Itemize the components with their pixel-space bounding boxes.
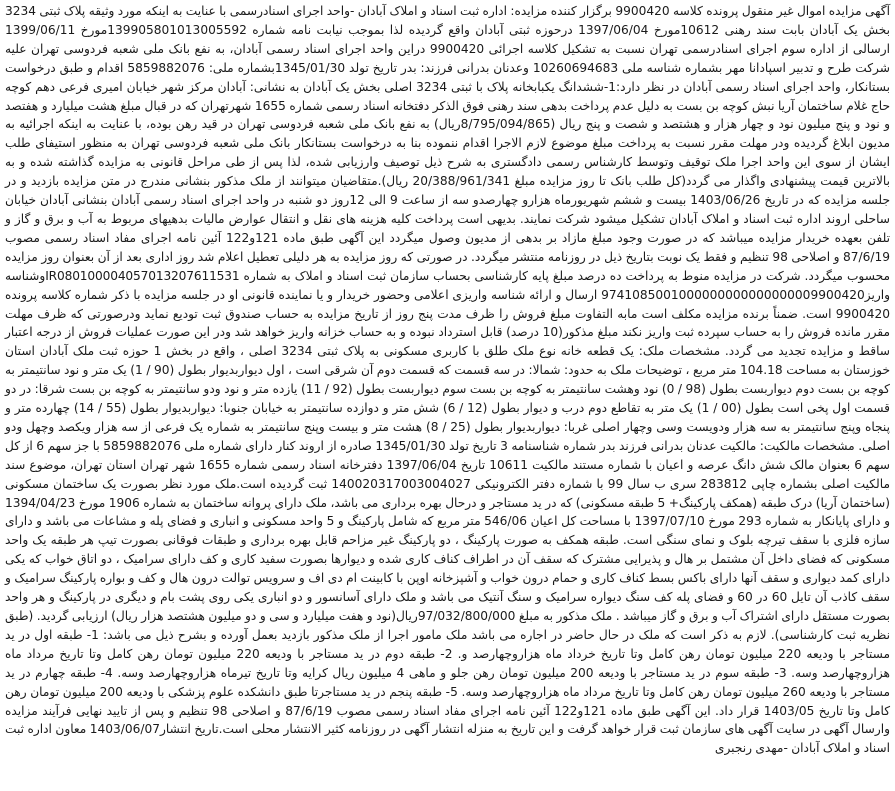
auction-notice-text: آگهی مزایده اموال غیر منقول پرونده کلاسه 9900420 برگزار کننده مزایده: اداره ثبت اسناد و املاک آبادان -واحد اجرای اسنادرسمی با عنایت به اینکه مورد وثیقه پلاک ثبتی 3234 بخش یک آبادان بابت سند رهنی 10612مورخ 1397/06/04 درحوزه ثبتی آبادان واقع گردیده لذا بموجب نیابت نامه شماره 139905801013005592مورخ 1399/06/11 ارسالی از اداره سوم اجرای اسنادرسمی تهران نسبت به تشکیل کلاسه اجرائی 9900420 دراین واحد اجرای اسناد رسمی آبادان، به نفع بانک ملی شعبه فردوسی تهران علیه شرکت طرح و تدبیر اسپادانا مهر بشماره شناسه ملی 10260694683 وعدنان بدرانی فرزند: بدر تاریخ تولد 1345/01/30بشماره ملی: 5859882076 اقدام و طبق درخواست بستانکار، واحد اجرای اسناد رسمی آبادان در نظر دارد:1-ششدانگ یکبابخانه پلاک با ثبتی 3234 اصلی بخش یک آبادان به نشانی: آبادان مرکز شهر خیابان امیری فرعی دهم کوچه حاج غلام ساختمان آریا نبش کوچه بن بست به دلیل عدم پرداخت بدهی سند رهنی فوق الذکر دفتخانه اسناد رسمی شماره 1655 شهرتهران که در قبال مبلغ هشت میلیارد و هفتصد و نود و پنج میلیون نود و چهار هزار و هشتصد و شصت و پنج ریال (8/795/094/865ریال) به نفع بانک ملی شعبه فردوسی تهران در قید رهن بوده، با عنایت به اینکه اجرائیه به مدیون ابلاغ گردیده ودر مهلت مقرر نسبت به پرداخت مبلغ موضوع لازم الاجرا اقدام ننموده بنا به درخواست بستانکار بانک ملی شعبه فردوسی تهران به منظور استیفای طلب ایشان از سوی این واحد اجرا ملک توقیف وتوسط کارشناس رسمی دادگستری به شرح ذیل توصیف وارزیابی شده، لذا پس از طی مراحل قانونی به مزایده گذاشته شده و به بالاترین قیمت پیشنهادی واگذار می گردد(کل طلب بانک تا روز مزایده مبلغ 20/388/961/341 ریال).متقاضیان میتوانند از ملک مذکور بنشانی مندرج در متن مزایده بازدید و در جلسه مزایده که در تاریخ 1403/06/26 بیست و ششم شهریورماه هزارو چهارصدو سه از ساعت 9 الی 12روز دو شنبه در واحد اجرای اسناد رسمی آبادان بنشانی آبادان خیابان ساحلی اروند اداره ثبت اسناد و املاک آبادان تشکیل میشود شرکت نمایند. بدیهی است پرداخت کلیه هزینه های نقل و انتقال عوارض مالیات بدهیهای مربوط به آب و برق و گاز و تلفن بعهده خریدار مزایده میباشد که در صورت وجود مبلغ مازاد بر بدهی از مدیون وصول میگردد این آگهی طبق ماده 121و122 آئین نامه اجرای مفاد اسناد رسمی مصوب 87/6/19 و اصلاحی 98 تنظیم و فقط یک نوبت بتاریخ ذیل در روزنامه منتشر میگردد. در صورتی که روز مزایده به هر دلیلی تعطیل اعلام شد روز اداری بعد از آن بعنوان روز مزایده محسوب میگردد. شرکت در مزایده منوط به پرداخت ده درصد مبلغ پایه کارشناسی بحساب سازمان ثبت اسناد و املاک به شماره IR080100004057013207611531وشناسه واریز9741085001000000000000000009900420 ارسال و ارائه شناسه واریزی اعلامی وحضور خریدار و یا نماینده قانونی او در جلسه مزایده با ذکر شماره کلاسه پرونده 9900420 است. ضمناً برنده مزایده مکلف است مابه التفاوت مبلغ فروش را ظرف مدت پنج روز از تاریخ مزایده به حساب صندوق ثبت تودیع نماید ودرصورتی که ظرف مهلت مقرر مانده فروش را به حساب سپرده ثبت واریز نکند مبلغ مذکور(10 درصد) قابل استرداد نبوده و به حساب خزانه واریز خواهد شد ودر این صورت عملیات فروش از درجه اعتبار ساقط و مزایده تجدید می گردد. مشخصات ملک: یک قطعه خانه نوع ملک طلق با کاربری مسکونی به پلاک ثبتی 3234 اصلی ، واقع در بخش 1 حوزه ثبت ملک آبادان استان خوزستان به مساحت 104.18 متر مربع ، توضیحات ملک به حدود: شمالا: در سه قسمت که قسمت دوم آن شرقی است ، اول دیواربدیوار بطول (90 / 1) یک متر و نود سانتیمتر به کوچه بن بست دوم دیواربست بطول (98 / 0) نود وهشت سانتیمتر به کوچه بن بست سوم دیواربست بطول (92 / 11) یازده متر و نود ودو سانتیمتر به کوچه بن بست شرقا: در دو قسمت اول پخی است بطول (00 / 1) یک متر به تقاطع دوم درب و دیوار بطول (12 / 6) شش متر و دوازده سانتیمتر به خیابان جنوبا: دیواربدیوار بطول (55 / 14) چهارده متر و پنجاه وپنج سانتیمتر به سه هزار ودویست وسی وچهار اصلی غربا: دیواربدیوار بطول (25 / 8) هشت متر و بیست وپنج سانتیمتر به شماره یک فرعی از سه هزار ویکصد وچهل ودو اصلی. مشخصات مالکیت: مالکیت عدنان بدرانی فرزند بدر شماره شناسنامه 3 تاریخ تولد 1345/01/30 صادره از اروند کنار دارای شماره ملی 5859882076 با جز سهم 6 از کل سهم 6 بعنوان مالک شش دانگ عرصه و اعیان با شماره مستند مالکیت 10611 تاریخ 1397/06/04 دفترخانه اسناد رسمی شماره 1655 شهر تهران استان تهران، موضوع سند مالکیت اصلی بشماره چاپی 283812 سری ب سال 99 با شماره دفتر الکترونیکی 140020317003004027 ثبت گردیده است.ملک مورد نظر بصورت یک ساختمان مسکونی (ساختمان آریا) درک طبقه (همکف پارکینگ+ 5 طبقه مسکونی) که در ید مستاجر و درحال بهره برداری می باشد، ملک دارای پروانه ساختمان به شماره 1906 مورخ 1394/04/23 و دارای پایانکار به شماره 293 مورخ 1397/07/10 با مساحت کل اعیان 546/06 متر مربع که شامل پارکینگ و 5 واحد مسکونی و انباری و فضای پله و مشاعات می باشد و دارای سازه فلزی با سقف تیرچه بلوک و نمای سنگی است. طبقه همکف به صورت پارکینگ ، دو پارکینگ غیر مزاحم قابل بهره برداری و طبقات فوقانی بصورت تیپ هر طبقه یک واحد مسکونی که فضای داخل آن مشتمل بر هال و پذیرایی مشترک که سقف آن در اطراف کناف کاری شده و دیوارها بصورت سفید کاری و کف دارای سرامیک ، دو اتاق خواب که یکی دارای کمد دیواری و سقف آنها دارای باکس بسط کناف کاری و حمام درون خواب و آشپزخانه اوپن با کابینت ام دی اف و سرویس توالت درون هال و کف و بواره پارکینگ سرامیک و سقف کاذب آن تایل 60 در 60 و فضای پله کف سنگ دیواره سرامیک و سنگ آنتیک می باشد و ملک دارای آسانسور و دو انباری یکی روی پشت بام و دیگری در پارکینگ و هر واحد بصورت مستقل دارای اشتراک آب و برق و گاز میباشد . ملک مذکور به مبلغ 97/032/800/000ریال(نود و هفت میلیارد و سی و دو میلیون هشتصد هزار ریال) ارزیابی گردید. (طبق نظریه ثبت کارشناسی). لازم به ذکر است که ملک در حال حاضر در اجاره می باشد ملک مامور اجرا از ملک مذکور بازدید بعمل آورده و بشرح ذیل می باشد: 1- طبقه اول در ید مستاجر با ودیعه 220 میلیون تومان رهن کامل وتا تاریخ خرداد ماه هزاروچهارصد و. 2- طبقه دوم در ید مستاجر با ودیعه 220 میلیون تومان رهن کامل وتا تاریخ مرداد ماه هزاروچهارصد وسه. 3- طبقه سوم در ید مستاجر با ودیعه 200 میلیون تومان رهن جلو و ماهی 4 میلیون ریال کرایه وتا تاریخ تیرماه هزاروچهارصد وسه. 4- طبقه چهارم در ید مستاجر با ودیعه 260 میلیون تومان رهن کامل وتا تاریخ مرداد ماه هزاروچهارصد وسه. 5- طبقه پنجم در ید مستاجرتا طبق دانشکده علوم پزشکی با ودیعه 200 میلیون تومان رهن کامل وتا تاریخ 1403/05 قرار داد. این آگهی طبق ماده 121و122 آئین نامه اجرای مفاد اسناد رسمی مصوب 87/6/19 و اصلاحی 98 تنظیم و پس از تایید نهایی فرآیند مزایده وارسال آگهی در سایت آگهی های سازمان ثبت قرار خواهد گرفت و این تاریخ به منزله انتشار آگهی در روزنامه کثیر الانتشار محلی است.تاریخ انتشار1403/06/07 معاون اداره ثبت اسناد و املاک آبادان -مهدی رنجبری: [5, 4, 891, 756]
